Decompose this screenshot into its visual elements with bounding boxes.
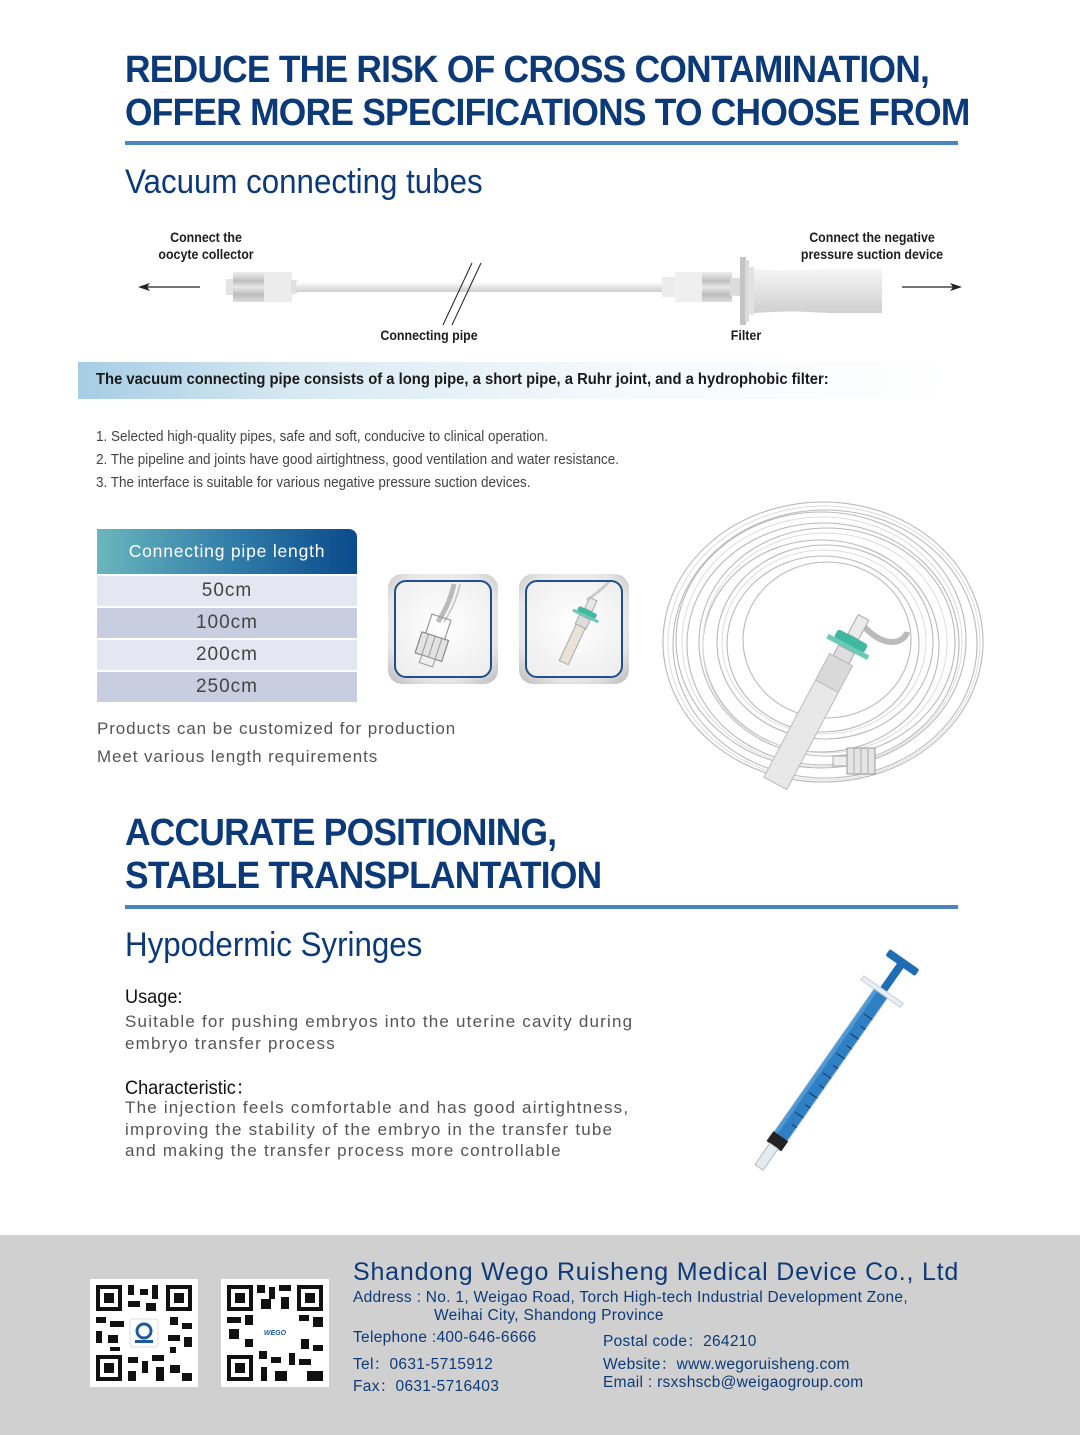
label-line: Connect the negative (809, 230, 935, 245)
feature-item: 1. Selected high-quality pipes, safe and soft, conducive to clinical operation. (96, 429, 549, 445)
table-header: Connecting pipe length (97, 529, 357, 574)
text-line: embryo transfer process (125, 1033, 336, 1053)
usage-text (125, 1011, 633, 1054)
email-link[interactable]: Email : rsxshscb@weigaogroup.com (603, 1374, 864, 1391)
pipe-length-table (97, 529, 357, 702)
suction-adapter (754, 269, 882, 313)
filter (740, 257, 754, 325)
arrow-left-icon (138, 283, 200, 291)
divider-rule (125, 141, 958, 145)
tel: Tel：0631-5715912 (353, 1356, 494, 1373)
headline-line-1: ACCURATE POSITIONING, (125, 812, 557, 854)
svg-text:WEGO: WEGO (263, 1330, 287, 1337)
fax: Fax：0631-5716403 (353, 1378, 500, 1395)
qr-code-icon (90, 1279, 198, 1387)
headline-line-2: OFFER MORE SPECIFICATIONS TO CHOOSE FROM (125, 92, 970, 134)
address-line-1: Address : No. 1, Weigao Road, Torch High-tech Industrial Development Zone, (353, 1289, 908, 1306)
connector-left (226, 272, 297, 302)
characteristic-label: Characteristic： (125, 1077, 254, 1099)
postal-code: Postal code：264210 (603, 1333, 757, 1350)
tube-diagram (130, 255, 970, 330)
company-name: Shandong Wego Ruisheng Medical Device Co., Ltd (353, 1258, 960, 1286)
telephone: Telephone :400-646-6666 (353, 1329, 537, 1346)
feature-item: 3. The interface is suitable for various negative pressure suction devices. (96, 475, 531, 491)
custom-note: Meet various length requirements (97, 747, 379, 766)
feature-item: 2. The pipeline and joints have good airtightness, good ventilation and water resistance. (96, 452, 620, 468)
break-mark (443, 263, 481, 325)
address-line-2: Weihai City, Shandong Province (434, 1307, 664, 1324)
divider-rule (125, 905, 958, 909)
label-line: pressure suction device (800, 247, 944, 262)
label-line: Connect the (170, 230, 242, 245)
text-line: The injection feels comfortable and has good airtightness, (125, 1098, 630, 1117)
headline-line-2: STABLE TRANSPLANTATION (125, 855, 602, 897)
qr-code-weigao[interactable] (221, 1279, 329, 1387)
banner-text: The vacuum connecting pipe consists of a long pipe, a short pipe, a Ruhr joint, and a hydrophobic filter: (96, 371, 829, 388)
usage-label: Usage: (125, 986, 183, 1008)
connecting-pipe (296, 282, 666, 292)
luer-connector-image (396, 582, 490, 676)
table-row: 200cm (97, 640, 357, 670)
text-line: and making the transfer process more controllable (125, 1141, 562, 1160)
filter-image (527, 582, 621, 676)
table-row: 100cm (97, 608, 357, 638)
custom-note: Products can be customized for production (97, 719, 457, 738)
qr-code-wechat[interactable] (90, 1279, 198, 1387)
connector-right (662, 272, 742, 302)
text-line: Suitable for pushing embryos into the uterine cavity during (125, 1012, 634, 1031)
filter-thumbnail (519, 574, 629, 684)
syringe-image (720, 935, 940, 1210)
section-title-syringes: Hypodermic Syringes (125, 926, 423, 964)
characteristic-text (125, 1097, 629, 1162)
table-row: 250cm (97, 672, 357, 702)
label-connecting-pipe: Connecting pipe (380, 328, 478, 343)
label-line: oocyte collector (158, 247, 254, 262)
website-link[interactable]: Website：www.wegoruisheng.com (603, 1356, 850, 1373)
qr-code-icon (221, 1279, 329, 1387)
composition-banner (78, 362, 960, 399)
headline-line-1: REDUCE THE RISK OF CROSS CONTAMINATION, (125, 49, 930, 91)
connector-thumbnail (388, 574, 498, 684)
arrow-right-icon (902, 283, 962, 291)
coiled-tube-image (655, 492, 990, 827)
table-row: 50cm (97, 576, 357, 606)
text-line: improving the stability of the embryo in the transfer tube (125, 1119, 614, 1139)
label-filter: Filter (730, 328, 762, 343)
section-title-vacuum-tubes: Vacuum connecting tubes (125, 163, 483, 201)
